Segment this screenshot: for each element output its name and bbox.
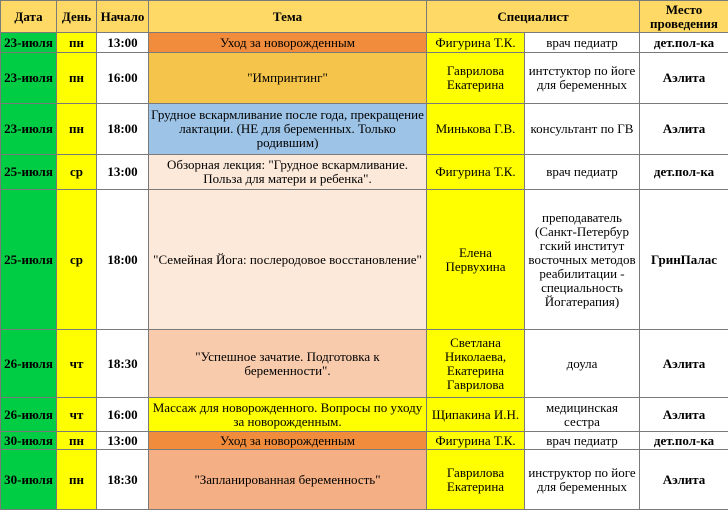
- row-specialist: Фигурина Т.К.: [427, 155, 525, 190]
- table-row: [1, 104, 728, 155]
- row-specialist: Елена Первухина: [427, 190, 525, 330]
- row-topic: "Семейная Йога: послеродовое восстановление": [149, 190, 427, 330]
- row-role: медицинская сестра: [525, 398, 640, 432]
- table-row: [1, 450, 728, 510]
- row-place: Аэлита: [640, 104, 728, 155]
- row-topic: "Импринтинг": [149, 53, 427, 104]
- row-date: 23-июля: [1, 33, 57, 53]
- row-day: пн: [57, 450, 97, 510]
- row-date: 25-июля: [1, 190, 57, 330]
- row-start: 18:00: [97, 190, 149, 330]
- row-start: 16:00: [97, 398, 149, 432]
- header-topic: Тема: [149, 1, 427, 33]
- row-specialist: Гаврилова Екатерина: [427, 53, 525, 104]
- row-day: чт: [57, 398, 97, 432]
- row-day: пн: [57, 432, 97, 450]
- row-specialist: Светлана Николаева, Екатерина Гаврилова: [427, 330, 525, 398]
- table-row: [1, 432, 728, 450]
- row-day: ср: [57, 155, 97, 190]
- row-specialist: Гаврилова Екатерина: [427, 450, 525, 510]
- row-role: интстуктор по йоге для беременных: [525, 53, 640, 104]
- row-date: 30-июля: [1, 432, 57, 450]
- row-day: чт: [57, 330, 97, 398]
- row-place: Аэлита: [640, 330, 728, 398]
- row-place: Аэлита: [640, 53, 728, 104]
- table-row: [1, 398, 728, 432]
- row-role: преподаватель (Санкт-Петербур гский институт восточных методов реабилитации - специальность Йогатерапия): [525, 190, 640, 330]
- row-place: Аэлита: [640, 450, 728, 510]
- header-place: Место проведения: [640, 1, 728, 33]
- row-date: 26-июля: [1, 398, 57, 432]
- row-date: 25-июля: [1, 155, 57, 190]
- row-place: Аэлита: [640, 398, 728, 432]
- row-place: ГринПалас: [640, 190, 728, 330]
- table-row: [1, 330, 728, 398]
- header-date: Дата: [1, 1, 57, 33]
- row-role: врач педиатр: [525, 155, 640, 190]
- row-start: 13:00: [97, 33, 149, 53]
- table-row: [1, 53, 728, 104]
- row-specialist: Фигурина Т.К.: [427, 432, 525, 450]
- row-topic: Обзорная лекция: "Грудное вскармливание. Польза для матери и ребенка".: [149, 155, 427, 190]
- row-date: 30-июля: [1, 450, 57, 510]
- header-row: [1, 1, 728, 33]
- row-topic: "Успешное зачатие. Подготовка к беременности".: [149, 330, 427, 398]
- row-specialist: Щипакина И.Н.: [427, 398, 525, 432]
- row-place: дет.пол-ка: [640, 432, 728, 450]
- header-day: День: [57, 1, 97, 33]
- row-topic: Уход за новорожденным: [149, 33, 427, 53]
- table-row: [1, 190, 728, 330]
- header-start: Начало: [97, 1, 149, 33]
- row-start: 13:00: [97, 432, 149, 450]
- row-start: 18:30: [97, 450, 149, 510]
- row-start: 13:00: [97, 155, 149, 190]
- row-day: пн: [57, 53, 97, 104]
- row-start: 18:30: [97, 330, 149, 398]
- row-start: 16:00: [97, 53, 149, 104]
- row-topic: Массаж для новорожденного. Вопросы по уходу за новорожденным.: [149, 398, 427, 432]
- row-start: 18:00: [97, 104, 149, 155]
- row-role: консультант по ГВ: [525, 104, 640, 155]
- row-topic: Грудное вскармливание после года, прекращение лактации. (НЕ для беременных. Только родившим): [149, 104, 427, 155]
- row-day: пн: [57, 33, 97, 53]
- row-role: доула: [525, 330, 640, 398]
- row-specialist: Фигурина Т.К.: [427, 33, 525, 53]
- row-specialist: Минькова Г.В.: [427, 104, 525, 155]
- header-specialist: Специалист: [427, 1, 640, 33]
- row-day: ср: [57, 190, 97, 330]
- row-role: врач педиатр: [525, 432, 640, 450]
- row-day: пн: [57, 104, 97, 155]
- row-topic: Уход за новорожденным: [149, 432, 427, 450]
- row-date: 26-июля: [1, 330, 57, 398]
- row-role: врач педиатр: [525, 33, 640, 53]
- table-row: [1, 33, 728, 53]
- table-row: [1, 155, 728, 190]
- row-topic: "Запланированная беременность": [149, 450, 427, 510]
- row-date: 23-июля: [1, 104, 57, 155]
- row-place: дет.пол-ка: [640, 33, 728, 53]
- row-place: дет.пол-ка: [640, 155, 728, 190]
- row-role: инструктор по йоге для беременных: [525, 450, 640, 510]
- row-date: 23-июля: [1, 53, 57, 104]
